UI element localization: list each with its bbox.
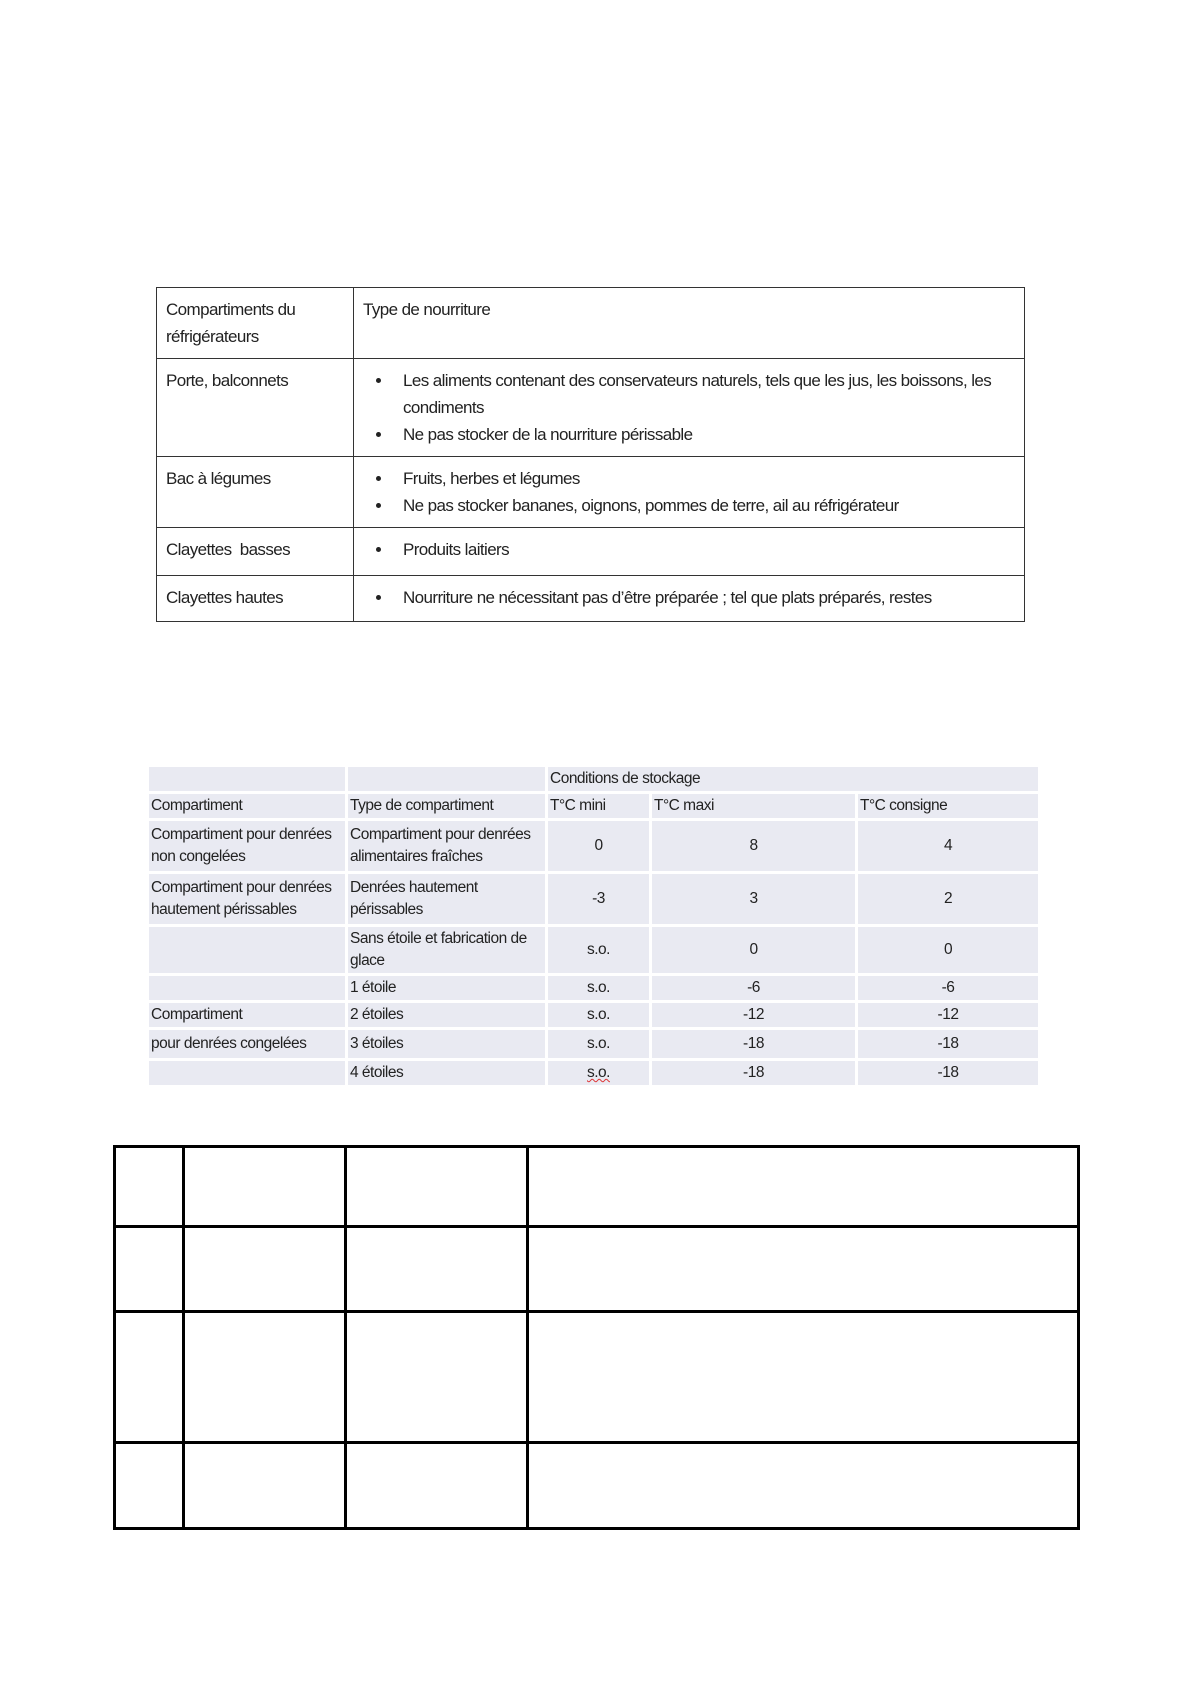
- food-cell: [354, 457, 1025, 528]
- header-cell: Compartiment: [149, 794, 345, 818]
- empty-cell[interactable]: [115, 1227, 184, 1312]
- table-cell: [149, 927, 345, 973]
- table-cell: -18: [858, 1030, 1038, 1058]
- table-cell: -18: [652, 1030, 855, 1058]
- table-cell: 0: [548, 821, 649, 871]
- empty-cell[interactable]: [184, 1443, 346, 1529]
- table-cell: pour denrées congelées: [149, 1030, 345, 1058]
- header-cell: Type de compartiment: [348, 794, 545, 818]
- table-row: [149, 821, 1038, 871]
- empty-cell[interactable]: [346, 1227, 528, 1312]
- list-item: • Ne pas stocker bananes, oignons, pommes de terre, ail au réfrigérateur: [393, 492, 1015, 519]
- empty-cell[interactable]: [346, 1312, 528, 1443]
- storage-conditions-table: [146, 764, 1041, 1088]
- group-header-row: [149, 767, 1038, 791]
- list-item: • Produits laitiers: [393, 536, 1015, 563]
- empty-cell[interactable]: [115, 1147, 184, 1227]
- compartment-cell: Bac à légumes: [157, 457, 354, 528]
- table-cell: 8: [652, 821, 855, 871]
- table-cell: 3: [652, 874, 855, 924]
- empty-cell[interactable]: [528, 1443, 1079, 1529]
- header-cell: T°C consigne: [858, 794, 1038, 818]
- table-row: [115, 1312, 1079, 1443]
- compartment-cell: Clayettes hautes: [157, 576, 354, 622]
- list-item: • Les aliments contenant des conservateurs naturels, tels que les jus, les boissons, les condiments: [393, 367, 1015, 421]
- table-cell: s.o.: [548, 1030, 649, 1058]
- table-cell: 1 étoile: [348, 976, 545, 1000]
- table-row: [157, 528, 1025, 576]
- table-cell: s.o.: [548, 927, 649, 973]
- compartment-cell: Porte, balconnets: [157, 359, 354, 457]
- food-cell: [354, 576, 1025, 622]
- table-row: [157, 457, 1025, 528]
- table-cell: 0: [652, 927, 855, 973]
- table-row: [115, 1147, 1079, 1227]
- table-cell: -6: [858, 976, 1038, 1000]
- header-cell: T°C maxi: [652, 794, 855, 818]
- table-cell: s.o.: [548, 1003, 649, 1027]
- table-cell: 3 étoiles: [348, 1030, 545, 1058]
- table-row: [149, 976, 1038, 1000]
- empty-cell[interactable]: [184, 1147, 346, 1227]
- header-cell: Compartiments du réfrigérateurs: [157, 288, 354, 359]
- table-cell: -18: [652, 1061, 855, 1085]
- table-row: [149, 874, 1038, 924]
- list-item: • Nourriture ne nécessitant pas d’être préparée ; tel que plats préparés, restes: [393, 584, 1015, 611]
- table-cell: Compartiment pour denrées hautement périssables: [149, 874, 345, 924]
- table-cell: Compartiment pour denrées non congelées: [149, 821, 345, 871]
- table-cell: 0: [858, 927, 1038, 973]
- table-cell: s.o.: [548, 976, 649, 1000]
- fridge-compartments-table: [156, 287, 1025, 622]
- compartment-cell: Clayettes basses: [157, 528, 354, 576]
- group-header: Conditions de stockage: [548, 767, 1038, 791]
- header-cell: Type de nourriture: [354, 288, 1025, 359]
- table-cell: [149, 976, 345, 1000]
- empty-cell[interactable]: [346, 1147, 528, 1227]
- empty-cell[interactable]: [115, 1312, 184, 1443]
- food-cell: [354, 528, 1025, 576]
- table-cell: 4 étoiles: [348, 1061, 545, 1085]
- table-row: [149, 1030, 1038, 1058]
- table-cell: 4: [858, 821, 1038, 871]
- table-cell: -3: [548, 874, 649, 924]
- table-cell: Denrées hautement périssables: [348, 874, 545, 924]
- list-item: • Fruits, herbes et légumes: [393, 465, 1015, 492]
- empty-cell[interactable]: [346, 1443, 528, 1529]
- table-cell: -12: [858, 1003, 1038, 1027]
- table-header-row: [157, 288, 1025, 359]
- table-cell: Sans étoile et fabrication de glace: [348, 927, 545, 973]
- table-row: [115, 1227, 1079, 1312]
- header-cell: T°C mini: [548, 794, 649, 818]
- table-row: [149, 927, 1038, 973]
- table-cell: 2: [858, 874, 1038, 924]
- food-cell: [354, 359, 1025, 457]
- empty-cell[interactable]: [528, 1147, 1079, 1227]
- table-header-row: [149, 794, 1038, 818]
- table-cell: 2 étoiles: [348, 1003, 545, 1027]
- table-cell: Compartiment: [149, 1003, 345, 1027]
- table-cell: s.o.: [548, 1061, 649, 1085]
- table-cell: Compartiment pour denrées alimentaires fraîches: [348, 821, 545, 871]
- list-item: • Ne pas stocker de la nourriture périssable: [393, 421, 1015, 448]
- table-row: [157, 576, 1025, 622]
- table-row: [149, 1061, 1038, 1085]
- table-cell: -12: [652, 1003, 855, 1027]
- empty-cell[interactable]: [528, 1227, 1079, 1312]
- table-row: [157, 359, 1025, 457]
- table-row: [149, 1003, 1038, 1027]
- table-cell: -6: [652, 976, 855, 1000]
- empty-cell[interactable]: [528, 1312, 1079, 1443]
- empty-cell[interactable]: [115, 1443, 184, 1529]
- table-row: [115, 1443, 1079, 1529]
- table-cell: [149, 1061, 345, 1085]
- empty-cell[interactable]: [184, 1312, 346, 1443]
- empty-answer-table: [113, 1145, 1080, 1530]
- table-cell: -18: [858, 1061, 1038, 1085]
- empty-cell[interactable]: [184, 1227, 346, 1312]
